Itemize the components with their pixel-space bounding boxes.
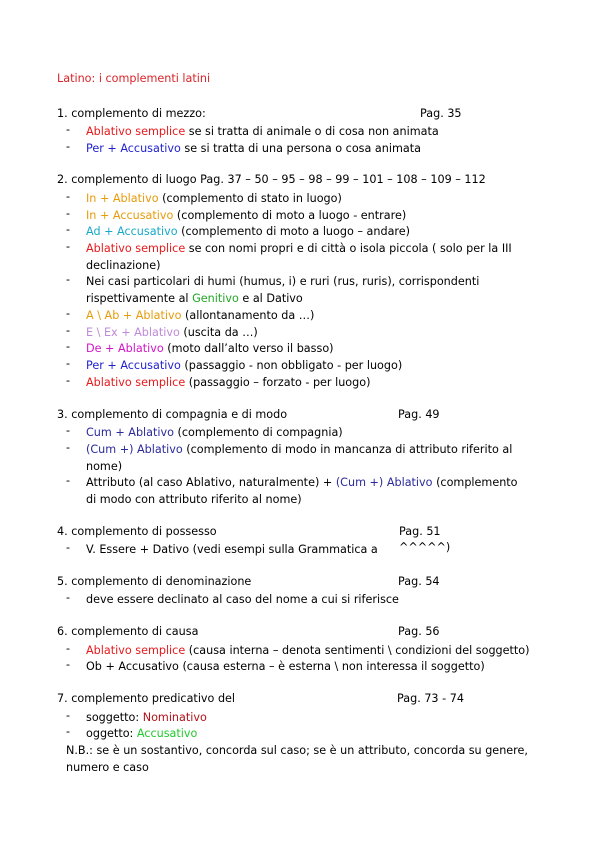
section-heading-luogo: 2. complemento di luogo Pag. 37 – 50 – 95 – 98 – 99 – 101 – 108 – 109 – 112 bbox=[57, 173, 486, 186]
list-item: Ablativo semplice (causa interna – denota sentimenti \ condizioni del soggetto) bbox=[86, 644, 530, 657]
bullet-dash: - bbox=[66, 374, 71, 387]
list-item: In + Ablativo (complemento di stato in luogo) bbox=[86, 192, 342, 205]
list-item: Nei casi particolari di humi (humus, i) e ruri (rus, ruris), corrispondenti rispettivamente al Genitivo e al Dativo bbox=[86, 275, 480, 305]
page-reference-placeholder: ^^^^^) bbox=[399, 541, 451, 554]
bullet-dash: - bbox=[66, 273, 71, 286]
bullet-dash: - bbox=[66, 240, 71, 253]
page-reference: Pag. 49 bbox=[398, 408, 440, 421]
section-heading-denominazione: 5. complemento di denominazione bbox=[57, 575, 252, 588]
bullet-dash: - bbox=[66, 725, 71, 738]
page-reference: Pag. 73 - 74 bbox=[397, 692, 464, 705]
bullet-dash: - bbox=[66, 190, 71, 203]
section-heading-possesso: 4. complemento di possesso bbox=[57, 525, 217, 538]
list-item: Per + Accusativo (passaggio - non obbligato - per luogo) bbox=[86, 359, 403, 372]
document-title: Latino: i complementi latini bbox=[57, 72, 211, 85]
bullet-dash: - bbox=[66, 642, 71, 655]
section-heading-mezzo: 1. complemento di mezzo: bbox=[57, 107, 206, 120]
page-reference: Pag. 35 bbox=[420, 107, 462, 120]
list-item: (Cum +) Ablativo (complemento di modo in mancanza di attributo riferito al nome) bbox=[86, 443, 513, 473]
bullet-dash: - bbox=[66, 223, 71, 236]
list-item: Attributo (al caso Ablativo, naturalmente) + (Cum +) Ablativo (complemento di modo con attributo riferito al nome) bbox=[86, 476, 518, 506]
section-heading-causa: 6. complemento di causa bbox=[57, 625, 199, 638]
list-item: deve essere declinato al caso del nome a cui si riferisce bbox=[86, 593, 399, 606]
bullet-dash: - bbox=[66, 474, 71, 487]
note-text: N.B.: se è un sostantivo, concorda sul caso; se è un attributo, concorda su genere, numero e caso bbox=[66, 744, 528, 774]
list-item: Ad + Accusativo (complemento di moto a luogo – andare) bbox=[86, 225, 411, 238]
page-reference: Pag. 54 bbox=[398, 575, 440, 588]
bullet-dash: - bbox=[66, 441, 71, 454]
list-item: A \ Ab + Ablativo (allontanamento da …) bbox=[86, 309, 315, 322]
bullet-dash: - bbox=[66, 424, 71, 437]
bullet-dash: - bbox=[66, 357, 71, 370]
list-item: Per + Accusativo se si tratta di una persona o cosa animata bbox=[86, 142, 421, 155]
bullet-dash: - bbox=[66, 591, 71, 604]
list-item: Ablativo semplice se con nomi propri e di città o isola piccola ( solo per la III declinazione) bbox=[86, 242, 512, 272]
list-item: Ablativo semplice (passaggio – forzato - per luogo) bbox=[86, 376, 371, 389]
list-item: Ablativo semplice se si tratta di animale o di cosa non animata bbox=[86, 125, 439, 138]
bullet-dash: - bbox=[66, 658, 71, 671]
list-item: Cum + Ablativo (complemento di compagnia) bbox=[86, 426, 343, 439]
section-heading-compagnia-modo: 3. complemento di compagnia e di modo bbox=[57, 408, 288, 421]
list-item: oggetto: Accusativo bbox=[86, 727, 198, 740]
bullet-dash: - bbox=[66, 140, 71, 153]
bullet-dash: - bbox=[66, 340, 71, 353]
bullet-dash: - bbox=[66, 307, 71, 320]
bullet-dash: - bbox=[66, 709, 71, 722]
page-reference: Pag. 56 bbox=[398, 625, 440, 638]
bullet-dash: - bbox=[66, 541, 71, 554]
list-item: Ob + Accusativo (causa esterna – è esterna \ non interessa il soggetto) bbox=[86, 660, 485, 673]
list-item: In + Accusativo (complemento di moto a luogo - entrare) bbox=[86, 209, 407, 222]
list-item: E \ Ex + Ablativo (uscita da …) bbox=[86, 326, 258, 339]
page-reference: Pag. 51 bbox=[399, 525, 441, 538]
bullet-dash: - bbox=[66, 324, 71, 337]
list-item: De + Ablativo (moto dall’alto verso il basso) bbox=[86, 342, 334, 355]
section-heading-predicativo: 7. complemento predicativo del bbox=[57, 692, 236, 705]
list-item: V. Essere + Dativo (vedi esempi sulla Grammatica a bbox=[86, 543, 378, 556]
bullet-dash: - bbox=[66, 123, 71, 136]
bullet-dash: - bbox=[66, 207, 71, 220]
list-item: soggetto: Nominativo bbox=[86, 711, 207, 724]
